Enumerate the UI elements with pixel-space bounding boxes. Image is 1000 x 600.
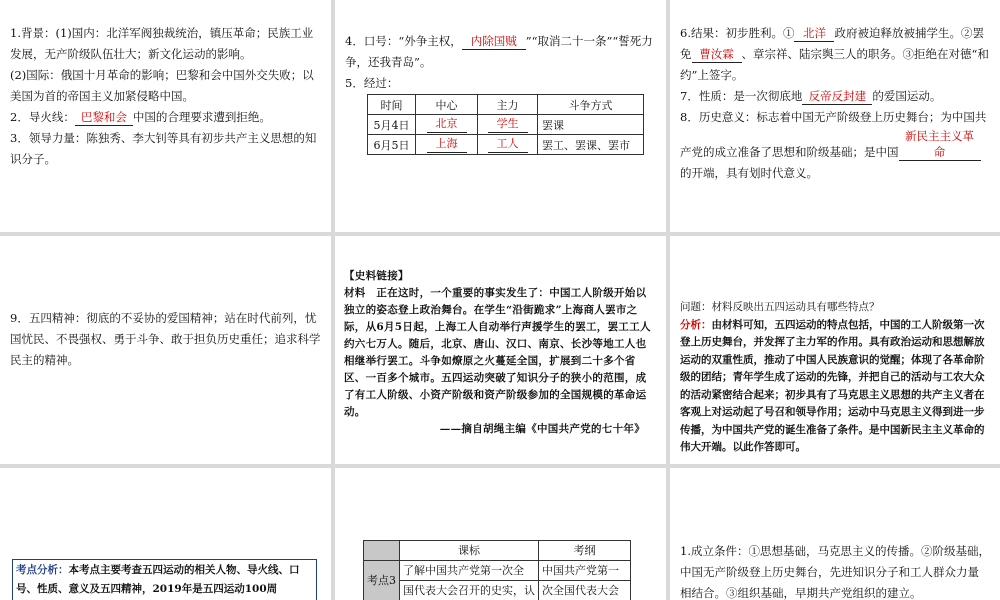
th-method: 斗争方式 [538, 95, 644, 115]
background-domestic: 1.背景：(1)国内：北洋军阀独裁统治，镇压革命；民族工业发展，无产阶级队伍壮大；新文化运动的影响。 [10, 26, 314, 61]
source-citation: ——摘自胡绳主编《中国共产党的七十年》 [439, 423, 645, 435]
slide-body [335, 236, 666, 438]
nature-line: 7．性质：是一次彻底地 反帝反封建 的爱国运动。 [680, 89, 942, 103]
answer-blank: 北京 [427, 116, 467, 133]
answer-blank: 北洋 [794, 25, 834, 42]
slide-standards-table [335, 468, 666, 600]
spirit-line: 9．五四精神：彻底的不妥协的爱国精神；站在时代前列，忧国忧民、不畏强权、勇于斗争、敢于担负历史重任；追求科学民主的精神。 [10, 311, 321, 367]
conditions-line: 1.成立条件：①思想基础，马克思主义的传播。②阶级基础，中国无产阶级登上历史舞台，先进知识分子和工人群众力量相结合。③组织基础，早期共产党组织的建立。 [680, 544, 990, 600]
source-heading: 【史料链接】 [344, 270, 409, 282]
slide-exam-point-analysis [0, 468, 331, 600]
table-row: 国代表大会召开的史实，认 次全国代表大会 [364, 581, 631, 600]
slide-body [670, 0, 1000, 184]
question-line: 问题：材料反映出五四运动具有哪些特点？ [680, 301, 880, 313]
slide-slogan-process [335, 0, 666, 232]
answer-blank: 学生 [488, 116, 528, 133]
answer-blank: 巴黎和会 [75, 109, 133, 126]
standards-table [363, 540, 631, 600]
results-line: 6.结果：初步胜利。① 北洋 政府被迫释放被捕学生。②罢免 曹汝霖 、章宗祥、陆宗舆三人的职务。③拒绝在对德“和约”上签字。 [680, 26, 989, 82]
table-row: 6月5日 上海 工人 罢工、罢课、罢市 [368, 135, 644, 155]
leaders-line: 3．领导力量：陈独秀、李大钊等具有初步共产主义思想的知识分子。 [10, 131, 317, 166]
slide-body [0, 0, 331, 170]
process-table [367, 94, 644, 155]
analysis-text: 分析：由材料可知，五四运动的特点包括，中国的工人阶级第一次登上历史舞台，并发挥了主力军的作用。具有政治运动和思想解放运动的双重性质，推动了中国人民族意识的觉醒；体现了各革命阶级的团结；青年学生成了运动的先锋，并把自己的活动与工农大众的活动紧密结合起来；初步具有了马克思主义思想的共产主义者在客观上对运动起了号召和领导作用；运动中马克思主义得到进一步传播，为中国共产党的诞生准备了条件。是中国新民主主义革命的伟大开端。以此作答即可。 [680, 318, 985, 453]
answer-blank: 上海 [427, 136, 467, 153]
th-standard: 课标 [400, 541, 539, 561]
slide-body [335, 0, 666, 94]
significance-line: 8．历史意义：标志着中国无产阶级登上历史舞台；为中国共产党的成立准备了思想和阶级基础；是中国新民主主义革命的开端，具有划时代意义。 [680, 110, 987, 180]
table-row: 考点3 了解中国共产党第一次全 中国共产党第一 [364, 561, 631, 581]
slide-analysis [670, 236, 1000, 464]
analysis-label: 分析： [680, 318, 712, 331]
slide-results-significance [670, 0, 1000, 232]
slide-background-causes [0, 0, 331, 232]
process-label: 5．经过： [345, 76, 399, 90]
answer-blank: 内除国贼 [462, 33, 526, 50]
table-row: 5月4日 北京 学生 罢课 [368, 115, 644, 135]
source-body: 材料 正在这时，一个重要的事实发生了：中国工人阶级开始以独立的姿态登上政治舞台。在学生“沿街跪求”上海商人罢市之际，从6月5日起，上海工人自动举行声援学生的罢工，罢工工人约六七万人。随后，北京、唐山、汉口、南京、长沙等地工人也相继举行罢工。斗争如燎原之火蔓延全国，扩展到二十多个省区、一百多个城市。五四运动突破了知识分子的狭小的范围，成了有工人阶级、小资产阶级和资产阶级参加的全国规模的革命运动。 [344, 287, 651, 418]
th-force: 主力 [478, 95, 538, 115]
fuse-line: 2．导火线： 巴黎和会 中国的合理要求遭到拒绝。 [10, 110, 271, 124]
th-syllabus: 考纲 [539, 541, 631, 561]
slide-body [670, 468, 1000, 600]
answer-blank: 新民主主义革命 [899, 128, 981, 161]
th-center: 中心 [416, 95, 478, 115]
exam-analysis-label: 考点分析： [16, 564, 69, 576]
slide-may-fourth-spirit [0, 236, 331, 464]
slide-source-material [335, 236, 666, 464]
answer-blank: 工人 [488, 136, 528, 153]
table-header [364, 541, 631, 561]
exam-analysis-box: 考点分析：本考点主要考查五四运动的相关人物、导火线、口号、性质、意义及五四精神，2019年是五四运动100周 [12, 559, 317, 600]
th-time: 时间 [368, 95, 416, 115]
topic-cell: 考点3 [364, 561, 400, 600]
answer-blank: 反帝反封建 [802, 88, 872, 105]
slide-founding-conditions [670, 468, 1000, 600]
table-header [368, 95, 644, 115]
slogan-line: 4．口号：“外争主权， 内除国贼 ”“取消二十一条”“誓死力争，还我青岛”。 [345, 34, 653, 69]
answer-blank: 曹汝霖 [692, 46, 742, 63]
slide-body [670, 236, 1000, 457]
slide-body [0, 236, 331, 371]
background-international: (2)国际：俄国十月革命的影响；巴黎和会中国外交失败；以美国为首的帝国主义加紧侵略中国。 [10, 68, 314, 103]
